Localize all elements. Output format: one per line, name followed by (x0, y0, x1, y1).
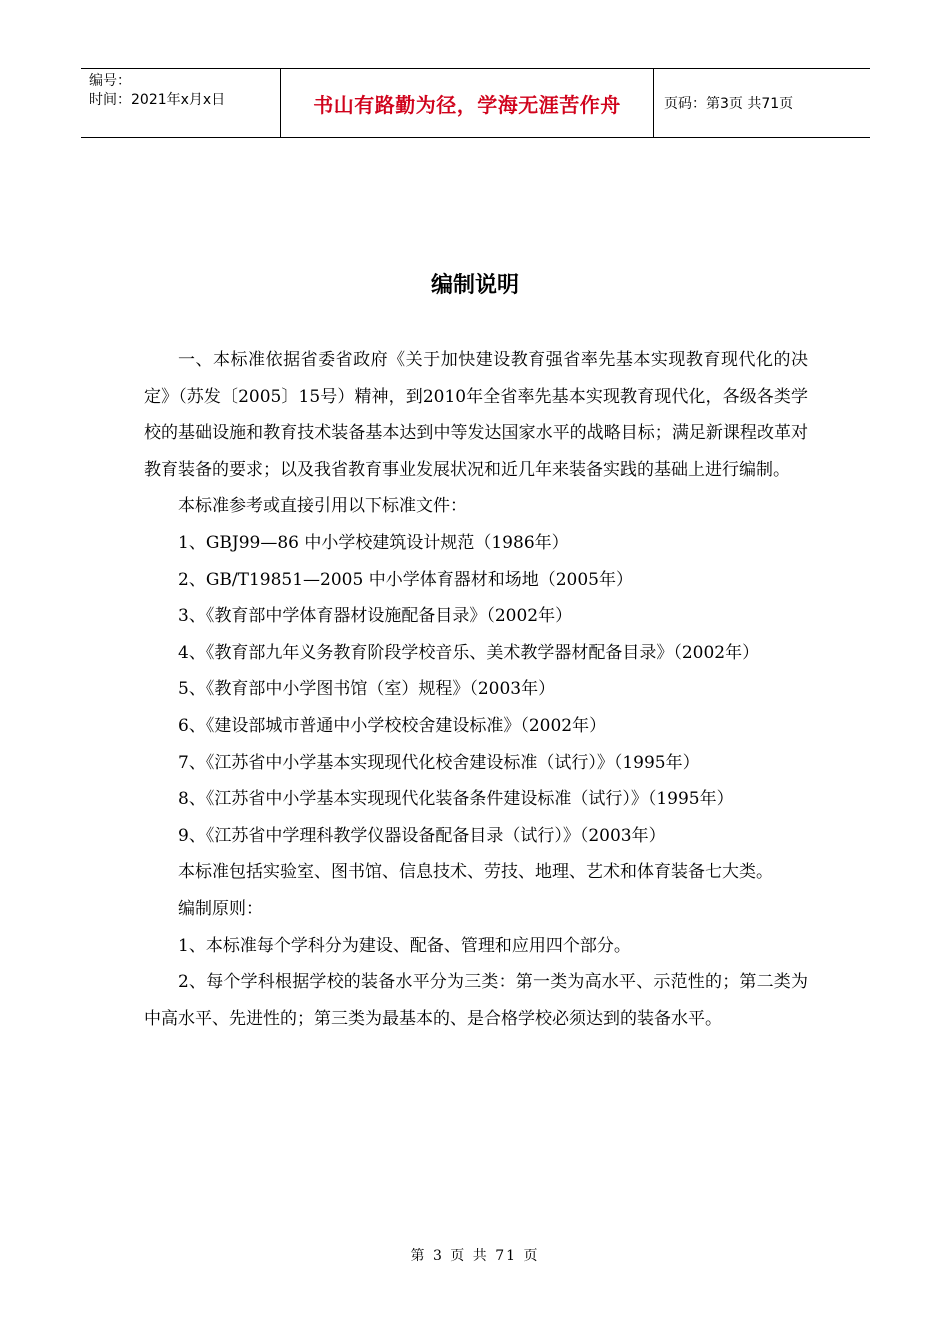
page-footer: 第 3 页 共 71 页 (410, 1248, 540, 1264)
header-meta (81, 69, 281, 137)
paragraph: 3、《教育部中学体育器材设施配备目录》（2002年） (178, 606, 573, 627)
paragraph: 本标准包括实验室、图书馆、信息技术、劳技、地理、艺术和体育装备七大类。 (178, 862, 773, 883)
document-time-label: 时间：2021年x月x日 (89, 92, 226, 108)
paragraph: 9、《江苏省中学理科教学仪器设备配备目录（试行）》（2003年） (178, 825, 666, 846)
paragraph: 1、本标准每个学科分为建设、配备、管理和应用四个部分。 (178, 935, 631, 956)
header-page-info: 页码：第3页 共71页 (664, 96, 794, 112)
paragraph: 8、《江苏省中小学基本实现现代化装备条件建设标准（试行）》（1995年） (178, 789, 734, 810)
paragraph: 2、GB/T19851—2005 中小学体育器材和场地（2005年） (178, 569, 633, 590)
paragraph: 5、《教育部中小学图书馆（室）规程》（2003年） (178, 679, 556, 700)
paragraph: 一、本标准依据省委省政府《关于加快建设教育强省率先基本实现教育现代化的决定》（苏发〔2005〕15号）精神，到2010年全省率先基本实现教育现代化，各级各类学校的基础设施和教育技术装备基本达到中等发达国家水平的战略目标；满足新课程改革对教育装备的要求；以及我省教育事业发展状况和近几年来装备实践的基础上进行编制。 (144, 350, 808, 480)
paragraph: 4、《教育部九年义务教育阶段学校音乐、美术教学器材配备目录》（2002年） (178, 642, 760, 663)
paragraph: 6、《建设部城市普通中小学校校舍建设标准》（2002年） (178, 715, 607, 736)
document-number-label: 编号： (89, 73, 131, 89)
document-body (144, 342, 808, 1037)
paragraph: 1、GBJ99—86 中小学校建筑设计规范（1986年） (178, 532, 569, 553)
paragraph: 编制原则： (178, 898, 263, 919)
page-header (81, 68, 870, 138)
paragraph: 2、每个学科根据学校的装备水平分为三类：第一类为高水平、示范性的；第二类为中高水平、先进性的；第三类为最基本的、是合格学校必须达到的装备水平。 (144, 972, 808, 1029)
paragraph: 本标准参考或直接引用以下标准文件： (178, 496, 467, 517)
document-title: 编制说明 (430, 273, 519, 298)
header-motto: 书山有路勤为径，学海无涯苦作舟 (281, 69, 654, 137)
paragraph: 7、《江苏省中小学基本实现现代化校舍建设标准（试行）》（1995年） (178, 752, 700, 773)
